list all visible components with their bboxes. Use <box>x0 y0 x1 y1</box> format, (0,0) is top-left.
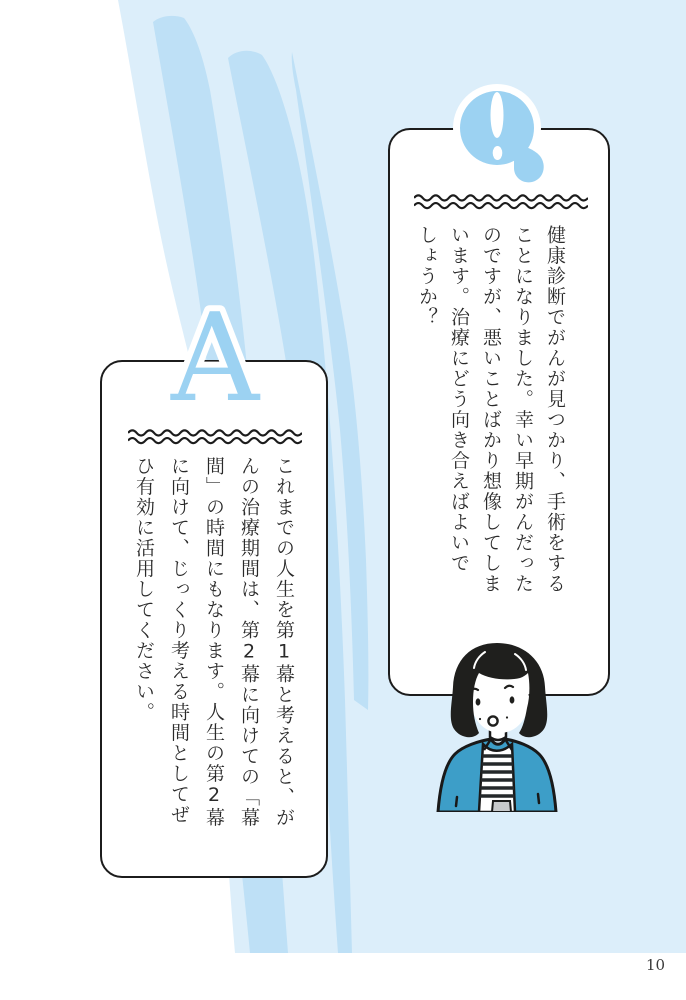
a-letter-icon <box>130 290 300 415</box>
text-line: のですが、悪いことばかり想像してしま <box>480 225 502 594</box>
text-line: ことになりました。幸い早期がんだった <box>512 225 534 594</box>
text-line: ひ有効に活用してください。 <box>133 456 155 723</box>
wavy-divider <box>128 427 302 445</box>
text-line: んの治療期間は、第2幕に向けての「幕 <box>238 456 260 828</box>
question-text <box>411 225 571 637</box>
answer-text <box>126 456 301 858</box>
text-line: います。治療にどう向き合えばよいで <box>448 225 470 574</box>
text-line: 間」の時間にもなります。人生の第2幕 <box>203 456 225 828</box>
text-line: これまでの人生を第1幕と考えると、が <box>273 456 295 828</box>
question-card <box>388 128 610 696</box>
q-letter-icon <box>442 82 552 194</box>
answer-card <box>100 360 328 878</box>
text-line: に向けて、じっくり考える時間としてぜ <box>168 456 190 825</box>
text-line: 健康診断でがんが見つかり、手術をする <box>544 225 566 594</box>
wavy-divider <box>414 192 588 210</box>
page-number: 10 <box>646 956 666 974</box>
woman-illustration <box>427 640 567 812</box>
a-letter-text: A <box>170 290 260 415</box>
text-line: しょうか？ <box>416 225 438 328</box>
